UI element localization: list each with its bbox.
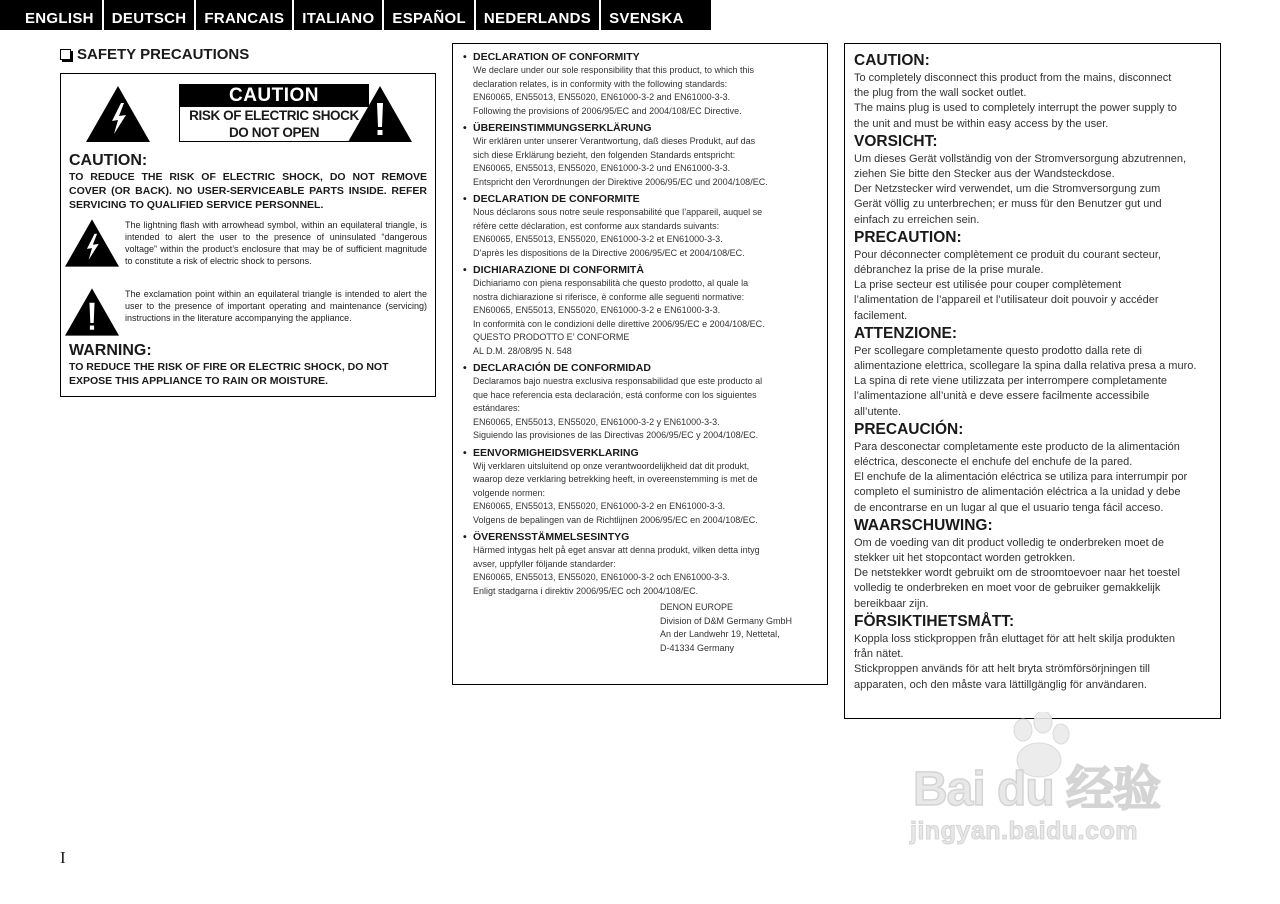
language-tab[interactable]: ENGLISH xyxy=(0,0,104,30)
disconnect-section xyxy=(854,132,1211,228)
declaration-title xyxy=(463,121,819,135)
caution-warning-label xyxy=(179,84,369,142)
disconnect-section-line: the unit and must be within easy access by the user. xyxy=(854,117,1109,130)
declaration-section xyxy=(463,361,819,443)
bullet-icon: • xyxy=(463,51,467,63)
declaration-line: AL D.M. 28/08/95 N. 548 xyxy=(473,345,572,356)
disconnect-section-line: débranchez la prise de la prise murale. xyxy=(854,264,1044,277)
caution-label-row xyxy=(86,84,412,142)
disconnect-section xyxy=(854,324,1211,420)
disconnect-section-line: eléctrica, desconecte el enchufe del enchufe de la pared. xyxy=(854,456,1133,469)
checkbox-bullet-icon xyxy=(60,49,71,60)
declaration-section xyxy=(463,192,819,260)
disconnect-section xyxy=(854,228,1211,324)
declaration-title-text: DECLARACIÓN DE CONFORMIDAD xyxy=(473,362,651,374)
disconnect-section-line: Para desconectar completamente este producto de la alimentación xyxy=(854,440,1180,453)
declaration-line: Volgens de bepalingen van de Richtlijnen 2006/95/EC en 2004/108/EC. xyxy=(473,514,758,525)
disconnect-section-line: La prise secteur est utilisée pour couper complètement xyxy=(854,279,1122,292)
disconnect-section xyxy=(854,420,1211,516)
baidu-watermark xyxy=(905,712,1205,862)
declaration-line: avser, uppfyller följande standarder: xyxy=(473,558,616,569)
warning-heading: WARNING: xyxy=(69,342,152,359)
lightning-symbol-icon xyxy=(65,219,119,267)
page-number: I xyxy=(60,848,66,867)
disconnect-section-title: CAUTION: xyxy=(854,52,930,69)
disconnect-section xyxy=(854,51,1211,132)
declaration-line: waarop deze verklaring betrekking heeft, in overeenstemming is met de xyxy=(473,474,758,484)
disconnect-section-line: Um dieses Gerät vollständig von der Stromversorgung abzutrennen, xyxy=(854,152,1187,165)
bullet-icon: • xyxy=(463,264,467,276)
language-tab[interactable]: DEUTSCH xyxy=(104,0,197,30)
declaration-line: Siguiendo las provisiones de las Directivas 2006/95/EC y 2004/108/EC. xyxy=(473,430,759,440)
declaration-line: Declaramos bajo nuestra exclusiva responsabilidad que este producto al xyxy=(473,376,763,386)
declaration-line: Entspricht den Verordnungen der Direktive 2006/95/EC und 2004/108/EC. xyxy=(473,176,768,187)
exclamation-symbol-icon xyxy=(65,288,119,336)
disconnect-section-line: Gerät völlig zu unterbrechen; er muss für den Benutzer gut und xyxy=(854,198,1162,211)
language-tab[interactable]: SVENSKA xyxy=(609,10,684,27)
declaration-section xyxy=(463,530,819,598)
disconnect-section-line: de encontrarse en un lugar al que el usuario tenga fácil acceso. xyxy=(854,501,1164,514)
disconnect-section-line: Stickproppen används för att helt bryta strömförsörjningen till xyxy=(854,663,1150,676)
declarations-list xyxy=(463,50,819,598)
declaration-line: QUESTO PRODOTTO E’ CONFORME xyxy=(473,332,630,342)
declaration-line: D’après les dispositions de la Directive 2006/95/EC et 2004/108/EC. xyxy=(473,247,745,258)
disconnect-section-line: To completely disconnect this product from the mains, disconnect xyxy=(854,72,1172,84)
declaration-line: EN60065, EN55013, EN55020, EN61000-3-2 et EN61000-3-3. xyxy=(473,234,723,244)
language-tab[interactable]: FRANCAIS xyxy=(196,0,294,30)
declaration-title-text: DECLARATION OF CONFORMITY xyxy=(473,51,640,63)
disconnect-section-title: FÖRSIKTIHETSMÅTT: xyxy=(854,612,1015,630)
language-tabs xyxy=(0,0,711,30)
bullet-icon: • xyxy=(463,193,467,205)
disconnect-section-line: facilement. xyxy=(854,309,908,322)
declarations-box xyxy=(452,43,828,685)
address-line: D-41334 Germany xyxy=(660,642,735,653)
caution-heading: CAUTION: xyxy=(69,152,148,169)
language-tab[interactable]: ITALIANO xyxy=(294,0,384,30)
caution-label-line1: RISK OF ELECTRIC SHOCK xyxy=(189,108,359,123)
bullet-icon: • xyxy=(463,446,467,459)
declaration-title-text: DICHIARAZIONE DI CONFORMITÀ xyxy=(473,264,644,276)
declaration-section xyxy=(463,263,819,358)
declaration-title-text: EENVORMIGHEIDSVERKLARING xyxy=(473,446,639,459)
disconnect-section-line: completo el suministro de alimentación eléctrica a la unidad y debe xyxy=(854,486,1181,499)
declaration-line: declaration relates, is in conformity with the following standards: xyxy=(473,78,728,89)
disconnect-section-line: El enchufe de la alimentación eléctrica se utiliza para interrumpir por xyxy=(854,471,1188,484)
safety-precautions-box xyxy=(60,73,436,397)
declaration-line: We declare under our sole responsibility that this product, to which this xyxy=(473,65,754,75)
mains-disconnect-box xyxy=(844,43,1221,719)
declaration-line: EN60065, EN55013, EN55020, EN61000-3-2 och EN61000-3-3. xyxy=(473,572,730,582)
section-title: SAFETY PRECAUTIONS xyxy=(60,46,249,63)
declaration-title xyxy=(463,192,819,206)
address-line: Division of D&M Germany GmbH xyxy=(660,615,793,626)
disconnect-section-line: alimentazione elettrica, scollegare la spina dalla relativa presa a muro. xyxy=(854,360,1197,373)
declaration-line: Enligt stadgarna i direktiv 2006/95/EC och 2004/108/EC. xyxy=(473,585,699,596)
declaration-line: Härmed intygas helt på eget ansvar att denna produkt, vilken detta intyg xyxy=(473,545,760,555)
disconnect-section-line: l’alimentation de l’appareil et l’utilisateur doit pouvoir y accéder xyxy=(854,294,1159,307)
disconnect-section-line: från nätet. xyxy=(854,648,904,661)
declaration-line: EN60065, EN55013, EN55020, EN61000-3-2 e EN61000-3-3. xyxy=(473,305,721,315)
declaration-section xyxy=(463,50,819,118)
caution-text: TO REDUCE THE RISK OF ELECTRIC SHOCK, DO NOT REMOVE COVER (OR BACK). NO USER-SERVICEABLE PARTS INSIDE. REFER SERVICING TO QUALIFIED SERVICE PERSONNEL. xyxy=(69,171,427,211)
watermark-brand: Bai du 经验 xyxy=(913,763,1161,816)
declaration-title-text: DECLARATION DE CONFORMITE xyxy=(473,193,640,205)
disconnect-section-line: Per scollegare completamente questo prodotto dalla rete di xyxy=(854,344,1143,357)
disconnect-section-line: De netstekker wordt gebruikt om de stroomtoevoer naar het toestel xyxy=(854,567,1180,580)
declaration-title xyxy=(463,446,819,460)
declaration-line: Dichiariamo con piena responsabilità che questo prodotto, al quale la xyxy=(473,278,749,288)
bullet-icon: • xyxy=(463,362,467,374)
disconnect-section-line: ziehen Sie bitte den Stecker aus der Wandsteckdose. xyxy=(854,168,1115,181)
declaration-section xyxy=(463,446,819,528)
disconnect-section-line: the plug from the wall socket outlet. xyxy=(854,87,1027,100)
caution-label-line2: DO NOT OPEN xyxy=(228,125,320,140)
disconnect-section-line: l’alimentazione all’unità e deve essere facilmente accessibile xyxy=(854,390,1150,403)
declaration-line: volgende normen: xyxy=(473,487,546,498)
declaration-line: EN60065, EN55013, EN55020, EN61000-3-2 y EN61000-3-3. xyxy=(473,416,720,427)
disconnect-section-line: volledig te onderbreken en moet voor de gebruiker gemakkelijk xyxy=(854,582,1161,595)
disconnect-section-line: Pour déconnecter complètement ce produit du courant secteur, xyxy=(854,248,1161,261)
declaration-title-text: ÖVERENSSTÄMMELSESINTYG xyxy=(473,531,630,543)
declaration-line: Nous déclarons sous notre seule responsabilité que l’appareil, auquel se xyxy=(473,207,763,217)
disconnect-section xyxy=(854,516,1211,612)
address-block xyxy=(463,601,819,655)
disconnect-section-title: ATTENZIONE: xyxy=(854,324,958,342)
declaration-title xyxy=(463,530,819,544)
declaration-line: EN60065, EN55013, EN55020, EN61000-3-2 und EN61000-3-3. xyxy=(473,163,731,173)
declaration-title xyxy=(463,263,819,277)
disconnect-section xyxy=(854,612,1211,693)
disconnect-section-line: stekker uit het stopcontact worden getrokken. xyxy=(854,552,1076,565)
bullet-icon: • xyxy=(463,531,467,543)
disconnect-section-title: PRECAUTION: xyxy=(854,228,962,246)
exclamation-triangle-icon xyxy=(348,86,412,142)
disconnect-section-title: WAARSCHUWING: xyxy=(854,516,993,534)
declaration-line: sich diese Erklärung bezieht, den folgenden Standards entspricht: xyxy=(473,149,736,160)
disconnect-section-line: The mains plug is used to completely interrupt the power supply to xyxy=(854,102,1177,115)
disconnect-section-line: Der Netzstecker wird verwendet, um die Stromversorgung zum xyxy=(854,183,1161,196)
language-tab[interactable]: NEDERLANDS xyxy=(476,0,601,30)
declaration-line: Wij verklaren uitsluitend op onze verantwoordelijkheid dat dit produkt, xyxy=(473,460,750,471)
lightning-symbol-text: The lightning flash with arrowhead symbol, within an equilateral triangle, is intended to alert the user to the presence of uninsulated “dangerous voltage” within the product’s enclosure that may be of sufficient magnitude to constitute a risk of electric shock to persons. xyxy=(125,220,427,266)
declaration-line: estándares: xyxy=(473,403,521,413)
disconnect-section-title: VORSICHT: xyxy=(854,132,938,150)
declaration-line: Wir erklären unter unserer Verantwortung, daß dieses Produkt, auf das xyxy=(473,136,756,146)
declaration-line: réfère cette déclaration, est conforme aux standards suivants: xyxy=(473,220,720,231)
warning-text: TO REDUCE THE RISK OF FIRE OR ELECTRIC SHOCK, DO NOT EXPOSE THIS APPLIANCE TO RAIN OR MOISTURE. xyxy=(69,361,389,387)
caution-label-head: CAUTION xyxy=(180,85,368,107)
declaration-line: In conformità con le condizioni delle direttive 2006/95/EC e 2004/108/EC. xyxy=(473,318,765,329)
disconnect-section-line: bereikbaar zijn. xyxy=(854,597,929,610)
declaration-line: nostra dichiarazione si riferisce, è conforme alle seguenti normative: xyxy=(473,291,745,302)
declaration-title-text: ÜBEREINSTIMMUNGSERKLÄRUNG xyxy=(473,122,652,134)
declaration-line: que hace referencia esta declaración, está conforme con los siguientes xyxy=(473,389,757,400)
declaration-line: EN60065, EN55013, EN55020, EN61000-3-2 en EN61000-3-3. xyxy=(473,501,726,511)
language-tab[interactable]: ESPAÑOL xyxy=(384,0,476,30)
declaration-line: EN60065, EN55013, EN55020, EN61000-3-2 and EN61000-3-3. xyxy=(473,92,731,102)
bullet-icon: • xyxy=(463,122,467,134)
disconnect-section-title: PRECAUCIÓN: xyxy=(854,420,964,438)
disconnect-section-line: Koppla loss stickproppen från eluttaget för att helt skilja produkten xyxy=(854,632,1176,645)
declaration-section xyxy=(463,121,819,189)
exclamation-symbol-text: The exclamation point within an equilateral triangle is intended to alert the user to the presence of important operating and maintenance (servicing) instructions in the literature accompanying the appliance. xyxy=(125,289,427,323)
watermark-url: jingyan.baidu.com xyxy=(910,817,1138,845)
disconnect-section-line: einfach zu erreichen sein. xyxy=(854,213,980,226)
declaration-title xyxy=(463,361,819,375)
address-line: An der Landwehr 19, Nettetal, xyxy=(660,629,780,639)
address-line: DENON EUROPE xyxy=(660,602,734,612)
disconnect-section-line: Om de voeding van dit product volledig te onderbreken moet de xyxy=(854,536,1165,549)
disconnect-section-line: all’utente. xyxy=(854,405,902,418)
disconnect-section-line: apparaten, och den måste vara lättillgänglig för användaren. xyxy=(854,678,1147,691)
declaration-title xyxy=(463,50,819,64)
declaration-line: Following the provisions of 2006/95/EC and 2004/108/EC Directive. xyxy=(473,105,742,116)
disconnect-section-line: La spina di rete viene utilizzata per interrompere completamente xyxy=(854,375,1168,388)
lightning-triangle-icon xyxy=(86,86,150,142)
